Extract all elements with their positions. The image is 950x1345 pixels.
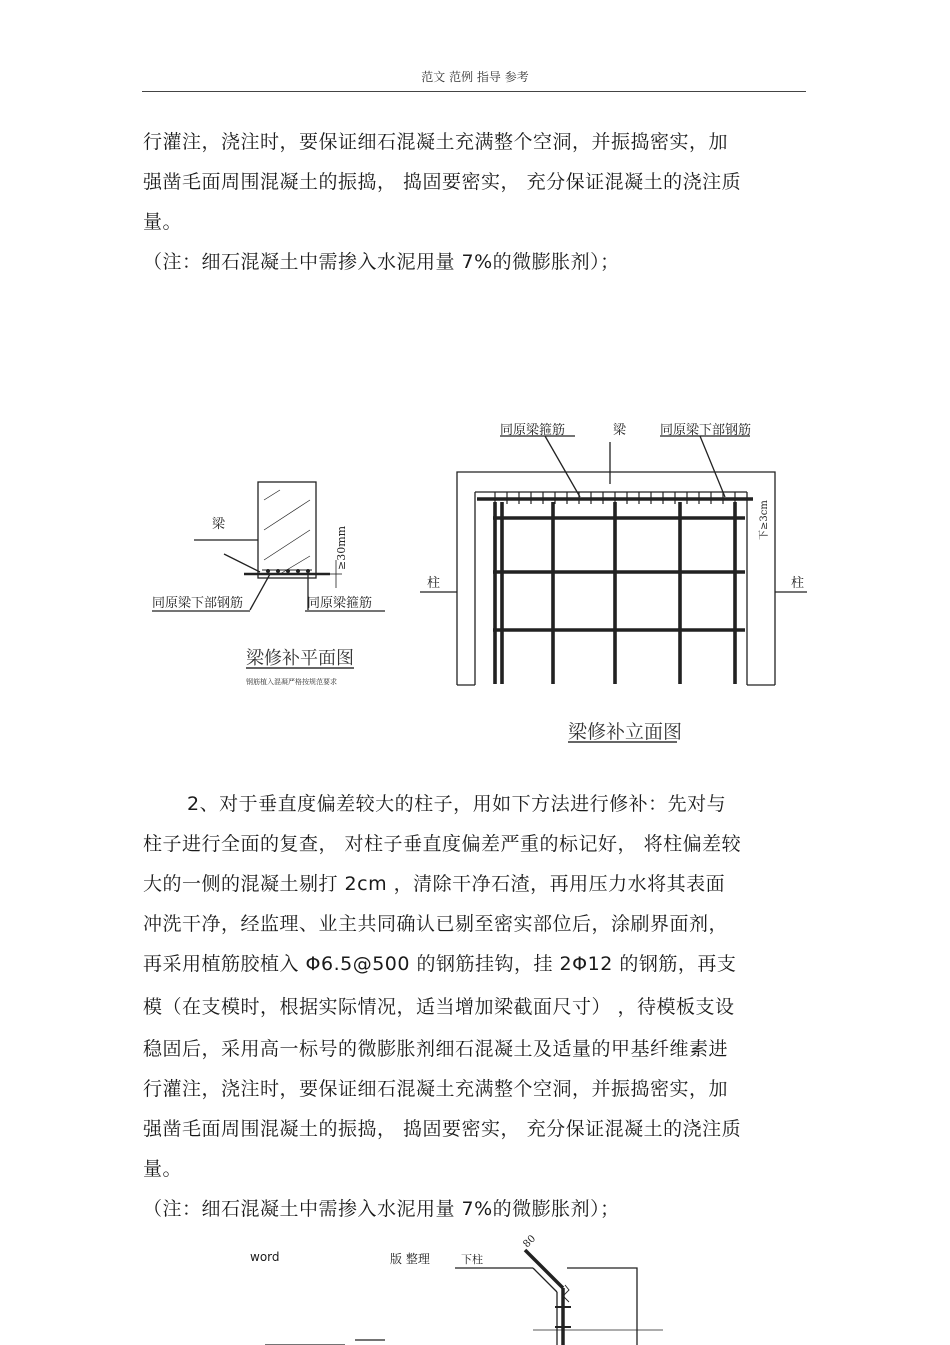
text-line: 模（在支模时，根据实际情况，适当增加梁截面尺寸） ，待模板支设 (143, 996, 735, 1018)
text-line: 强凿毛面周围混凝土的振捣， 捣固要密实， 充分保证混凝土的浇注质 (143, 171, 742, 193)
label-stirrup: 同原梁箍筋 (500, 423, 566, 438)
footer-right: 版 整理 (390, 1252, 430, 1266)
header-rule (142, 91, 806, 92)
text-line: 大的一侧的混凝土剔打 2cm ，清除干净石渣，再用压力水将其表面 (143, 873, 726, 895)
label-bottom-bar: 同原梁下部钢筋 (660, 423, 752, 438)
page-header: 范文 范例 指导 参考 (421, 70, 529, 84)
label-column-left: 柱 (427, 576, 441, 591)
text-line: 行灌注，浇注时，要保证细石混凝土充满整个空洞，并振捣密实，加 (143, 131, 729, 153)
beam-repair-elevation-figure (415, 412, 815, 752)
label-beam: 梁 (212, 517, 226, 532)
footer-left: word (250, 1250, 280, 1264)
text-line: 稳固后，采用高一标号的微膨胀剂细石混凝土及适量的甲基纤维素进 (143, 1038, 729, 1060)
note-line: （注：细石混凝土中需掺入水泥用量 7%的微膨胀剂）； (143, 251, 620, 273)
text-line: 量。 (143, 211, 183, 233)
text-line: 再采用植筋胶植入 Φ6.5@500 的钢筋挂钩，挂 2Φ12 的钢筋，再支 (143, 953, 737, 975)
label-beam: 梁 (613, 423, 627, 438)
label-column-right: 柱 (791, 576, 805, 591)
label-dimension: 80 (521, 1233, 539, 1251)
text-line: 柱子进行全面的复查， 对柱子垂直度偏差严重的标记好， 将柱偏差较 (143, 833, 742, 855)
label-lower-column: 下柱 (461, 1253, 483, 1266)
label-dimension: 下≥3cm (759, 500, 770, 540)
beam-repair-plan-figure (140, 470, 400, 700)
note-line: （注：细石混凝土中需掺入水泥用量 7%的微膨胀剂）； (143, 1198, 620, 1220)
label-stirrup: 同原梁箍筋 (307, 596, 373, 611)
figure-caption: 梁修补平面图 (246, 648, 354, 669)
text-line: 行灌注，浇注时，要保证细石混凝土充满整个空洞，并振捣密实，加 (143, 1078, 729, 1100)
text-line: 量。 (143, 1158, 183, 1180)
figure-subcaption: 钢筋植入混凝严格按规范要求 (246, 678, 337, 686)
label-dimension: ≥30mm (335, 525, 348, 570)
label-bottom-bar: 同原梁下部钢筋 (152, 596, 244, 611)
text-line: 2、对于垂直度偏差较大的柱子，用如下方法进行修补：先对与 (187, 793, 727, 815)
figure-caption: 梁修补立面图 (568, 721, 683, 743)
column-repair-figure-partial (255, 1230, 675, 1345)
text-line: 强凿毛面周围混凝土的振捣， 捣固要密实， 充分保证混凝土的浇注质 (143, 1118, 742, 1140)
text-line: 冲洗干净，经监理、业主共同确认已剔至密实部位后，涂刷界面剂， (143, 913, 729, 935)
